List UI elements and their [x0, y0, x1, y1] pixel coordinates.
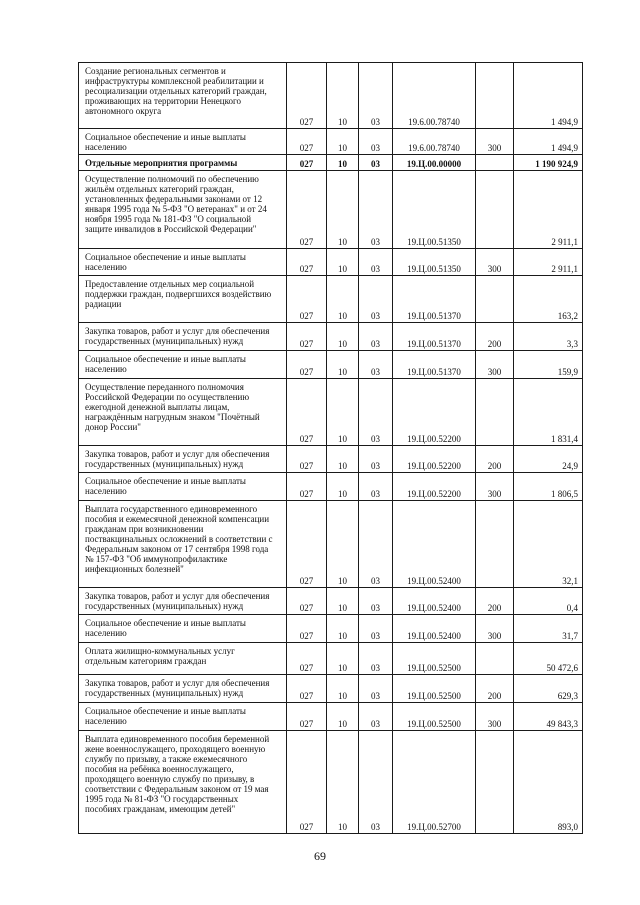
amount: 629,3: [514, 675, 583, 703]
table-row: [79, 249, 583, 276]
subsection-code: 03: [359, 675, 393, 703]
target-article: 19.Ц.00.52500: [393, 643, 476, 675]
expense-type: [476, 276, 514, 323]
ministry-code: 027: [287, 171, 327, 249]
expense-type: [476, 155, 514, 171]
subsection-code: 03: [359, 63, 393, 129]
ministry-code: 027: [287, 731, 327, 834]
target-article: 19.Ц.00.52500: [393, 703, 476, 731]
amount: 3,3: [514, 323, 583, 351]
expense-type: [476, 731, 514, 834]
section-code: 10: [327, 731, 359, 834]
table-row: [79, 129, 583, 155]
table-row: [79, 351, 583, 379]
subsection-code: 03: [359, 129, 393, 155]
row-name: Осуществление переданного полномочия Российской Федерации по осуществлению ежегодной денежной выплаты лицам, награждённым нагрудным знаком "Почётный донор России": [79, 379, 287, 446]
section-code: 10: [327, 615, 359, 643]
row-name: Выплата государственного единовременного пособия и ежемесячной денежной компенсации гражданам при возникновении поствакцинальных осложнений в соответствии с Федеральным законом от 17 сентября 1998 года № 157-ФЗ "Об иммунопрофилактике инфекционных болезней": [79, 501, 287, 588]
amount: 1 494,9: [514, 63, 583, 129]
table-row: [79, 155, 583, 171]
section-code: 10: [327, 588, 359, 615]
row-name: Закупка товаров, работ и услуг для обеспечения государственных (муниципальных) нужд: [79, 323, 287, 351]
subsection-code: 03: [359, 703, 393, 731]
subsection-code: 03: [359, 276, 393, 323]
expense-type: [476, 379, 514, 446]
amount: 0,4: [514, 588, 583, 615]
row-name: Закупка товаров, работ и услуг для обеспечения государственных (муниципальных) нужд: [79, 446, 287, 473]
ministry-code: 027: [287, 379, 327, 446]
section-code: 10: [327, 379, 359, 446]
target-article: 19.6.00.78740: [393, 129, 476, 155]
expense-type: 200: [476, 675, 514, 703]
table-row: [79, 171, 583, 249]
section-code: 10: [327, 323, 359, 351]
table-row: [79, 379, 583, 446]
ministry-code: 027: [287, 249, 327, 276]
section-code: 10: [327, 446, 359, 473]
table-row: [79, 473, 583, 501]
ministry-code: 027: [287, 351, 327, 379]
subsection-code: 03: [359, 171, 393, 249]
section-code: 10: [327, 501, 359, 588]
subsection-code: 03: [359, 351, 393, 379]
target-article: 19.Ц.00.00000: [393, 155, 476, 171]
table-row: [79, 501, 583, 588]
expense-type: 200: [476, 446, 514, 473]
section-code: 10: [327, 63, 359, 129]
amount: 1 831,4: [514, 379, 583, 446]
amount: 24,9: [514, 446, 583, 473]
target-article: 19.Ц.00.52400: [393, 615, 476, 643]
row-name: Осуществление полномочий по обеспечению жильём отдельных категорий граждан, установленных федеральными законами от 12 января 1995 года № 5-ФЗ "О ветеранах" и от 24 ноября 1995 года № 181-ФЗ "О социальной защите инвалидов в Российской Федерации": [79, 171, 287, 249]
expense-type: [476, 171, 514, 249]
amount: 1 190 924,9: [514, 155, 583, 171]
table-row: [79, 675, 583, 703]
ministry-code: 027: [287, 675, 327, 703]
target-article: 19.Ц.00.52500: [393, 675, 476, 703]
section-code: 10: [327, 351, 359, 379]
amount: 2 911,1: [514, 171, 583, 249]
amount: 31,7: [514, 615, 583, 643]
target-article: 19.Ц.00.52200: [393, 379, 476, 446]
ministry-code: 027: [287, 588, 327, 615]
table-row: [79, 323, 583, 351]
target-article: 19.Ц.00.52400: [393, 501, 476, 588]
table-row: [79, 276, 583, 323]
subsection-code: 03: [359, 155, 393, 171]
section-code: 10: [327, 249, 359, 276]
subsection-code: 03: [359, 615, 393, 643]
target-article: 19.Ц.00.51350: [393, 171, 476, 249]
section-code: 10: [327, 643, 359, 675]
amount: 893,0: [514, 731, 583, 834]
amount: 1 494,9: [514, 129, 583, 155]
expense-type: 300: [476, 129, 514, 155]
ministry-code: 027: [287, 63, 327, 129]
target-article: 19.Ц.00.52700: [393, 731, 476, 834]
table-row: [79, 446, 583, 473]
section-code: 10: [327, 129, 359, 155]
target-article: 19.Ц.00.52400: [393, 588, 476, 615]
expense-type: 200: [476, 588, 514, 615]
ministry-code: 027: [287, 473, 327, 501]
row-name: Отдельные мероприятия программы: [79, 155, 287, 171]
ministry-code: 027: [287, 155, 327, 171]
budget-table: [78, 62, 583, 834]
target-article: 19.Ц.00.51370: [393, 276, 476, 323]
subsection-code: 03: [359, 323, 393, 351]
expense-type: 300: [476, 473, 514, 501]
ministry-code: 027: [287, 501, 327, 588]
amount: 159,9: [514, 351, 583, 379]
section-code: 10: [327, 703, 359, 731]
subsection-code: 03: [359, 731, 393, 834]
row-name: Создание региональных сегментов и инфраструктуры комплексной реабилитации и ресоциализации отдельных категорий граждан, проживающих на территории Ненецкого автономного округа: [79, 63, 287, 129]
ministry-code: 027: [287, 129, 327, 155]
subsection-code: 03: [359, 446, 393, 473]
ministry-code: 027: [287, 643, 327, 675]
table-row: [79, 615, 583, 643]
page-number: 69: [314, 849, 326, 863]
ministry-code: 027: [287, 276, 327, 323]
row-name: Выплата единовременного пособия беременной жене военнослужащего, проходящего военную службу по призыву, а также ежемесячного пособия на ребёнка военнослужащего, проходящего военную службу по призыву, в соответствии с Федеральным законом от 19 мая 1995 года № 81-ФЗ "О государственных пособиях гражданам, имеющим детей": [79, 731, 287, 834]
expense-type: [476, 501, 514, 588]
amount: 50 472,6: [514, 643, 583, 675]
expense-type: 300: [476, 351, 514, 379]
ministry-code: 027: [287, 615, 327, 643]
section-code: 10: [327, 155, 359, 171]
row-name: Социальное обеспечение и иные выплаты населению: [79, 129, 287, 155]
subsection-code: 03: [359, 588, 393, 615]
section-code: 10: [327, 171, 359, 249]
table-row: [79, 63, 583, 129]
row-name: Социальное обеспечение и иные выплаты населению: [79, 351, 287, 379]
row-name: Закупка товаров, работ и услуг для обеспечения государственных (муниципальных) нужд: [79, 675, 287, 703]
target-article: 19.Ц.00.52200: [393, 446, 476, 473]
ministry-code: 027: [287, 323, 327, 351]
amount: 32,1: [514, 501, 583, 588]
subsection-code: 03: [359, 643, 393, 675]
expense-type: 200: [476, 323, 514, 351]
row-name: Социальное обеспечение и иные выплаты населению: [79, 249, 287, 276]
ministry-code: 027: [287, 446, 327, 473]
expense-type: 300: [476, 249, 514, 276]
row-name: Социальное обеспечение и иные выплаты населению: [79, 703, 287, 731]
subsection-code: 03: [359, 473, 393, 501]
subsection-code: 03: [359, 501, 393, 588]
subsection-code: 03: [359, 249, 393, 276]
table-row: [79, 703, 583, 731]
amount: 2 911,1: [514, 249, 583, 276]
target-article: 19.Ц.00.52200: [393, 473, 476, 501]
row-name: Социальное обеспечение и иные выплаты населению: [79, 615, 287, 643]
expense-type: 300: [476, 703, 514, 731]
row-name: Оплата жилищно-коммунальных услуг отдельным категориям граждан: [79, 643, 287, 675]
row-name: Социальное обеспечение и иные выплаты населению: [79, 473, 287, 501]
amount: 49 843,3: [514, 703, 583, 731]
amount: 163,2: [514, 276, 583, 323]
target-article: 19.Ц.00.51350: [393, 249, 476, 276]
table-row: [79, 643, 583, 675]
section-code: 10: [327, 675, 359, 703]
amount: 1 806,5: [514, 473, 583, 501]
table-row: [79, 588, 583, 615]
expense-type: [476, 643, 514, 675]
subsection-code: 03: [359, 379, 393, 446]
row-name: Закупка товаров, работ и услуг для обеспечения государственных (муниципальных) нужд: [79, 588, 287, 615]
section-code: 10: [327, 276, 359, 323]
target-article: 19.Ц.00.51370: [393, 351, 476, 379]
row-name: Предоставление отдельных мер социальной поддержки граждан, подвергшихся воздействию радиации: [79, 276, 287, 323]
expense-type: [476, 63, 514, 129]
table-row: [79, 731, 583, 834]
target-article: 19.6.00.78740: [393, 63, 476, 129]
section-code: 10: [327, 473, 359, 501]
expense-type: 300: [476, 615, 514, 643]
ministry-code: 027: [287, 703, 327, 731]
target-article: 19.Ц.00.51370: [393, 323, 476, 351]
